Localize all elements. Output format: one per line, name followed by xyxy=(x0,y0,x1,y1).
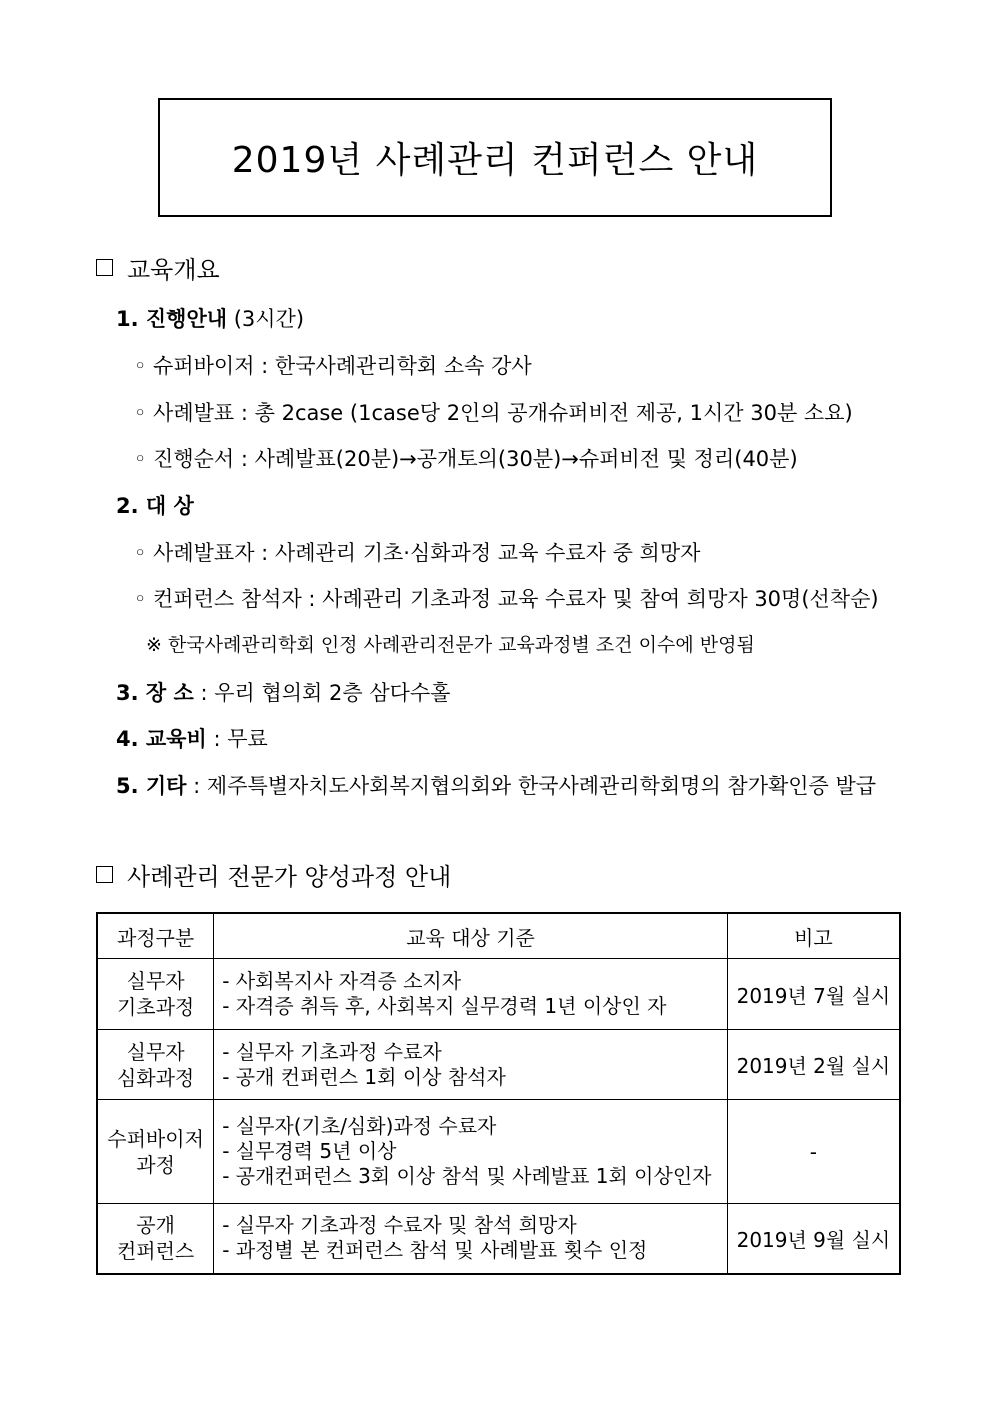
row-remark: 2019년 2월 실시 xyxy=(727,1030,900,1100)
bullet-presenters: ◦ 사례발표자 : 사례관리 기초·심화과정 교육 수료자 중 희망자 xyxy=(134,541,701,565)
item-2: 2. 대 상 xyxy=(116,494,194,518)
section-heading-overview: 교육개요 xyxy=(96,250,220,285)
square-bullet-icon xyxy=(96,866,113,883)
row-criteria: - 실무자(기초/심화)과정 수료자 - 실무경력 5년 이상 - 공개컨퍼런스 3회 이상 참석 및 사례발표 1회 이상인자 xyxy=(214,1100,728,1204)
table-row xyxy=(97,1030,900,1100)
reference-note: ※ 한국사례관리학회 인정 사례관리전문가 교육과정별 조건 이수에 반영됨 xyxy=(146,634,755,656)
row-category: 공개 컨퍼런스 xyxy=(97,1204,214,1274)
section-heading-program: 사례관리 전문가 양성과정 안내 xyxy=(96,857,451,892)
header-remarks: 비고 xyxy=(727,913,900,959)
program-table xyxy=(96,912,901,1275)
header-criteria: 교육 대상 기준 xyxy=(214,913,728,959)
table-header-row xyxy=(97,913,900,959)
page-title: 2019년 사례관리 컨퍼런스 안내 xyxy=(231,140,759,181)
bullet-supervisor: ◦ 슈퍼바이저 : 한국사례관리학회 소속 강사 xyxy=(134,354,532,378)
item-5: 5. 기타 : 제주특별자치도사회복지협의회와 한국사례관리학회명의 참가확인증 발급 xyxy=(116,774,877,798)
row-category: 실무자 기초과정 xyxy=(97,959,214,1030)
row-remark: 2019년 9월 실시 xyxy=(727,1204,900,1274)
table-row xyxy=(97,1204,900,1274)
row-criteria: - 실무자 기초과정 수료자 - 공개 컨퍼런스 1회 이상 참석자 xyxy=(214,1030,728,1100)
bullet-case-presentation: ◦ 사례발표 : 총 2case (1case당 2인의 공개슈퍼비전 제공, 1시간 30분 소요) xyxy=(134,401,853,425)
item-4: 4. 교육비 : 무료 xyxy=(116,727,268,751)
row-category: 실무자 심화과정 xyxy=(97,1030,214,1100)
row-category: 수퍼바이저 과정 xyxy=(97,1100,214,1204)
table-row xyxy=(97,959,900,1030)
row-criteria: - 사회복지사 자격증 소지자 - 자격증 취득 후, 사회복지 실무경력 1년 이상인 자 xyxy=(214,959,728,1030)
row-remark: - xyxy=(727,1100,900,1204)
header-category: 과정구분 xyxy=(97,913,214,959)
title-box xyxy=(158,98,832,217)
table-row xyxy=(97,1100,900,1204)
bullet-order: ◦ 진행순서 : 사례발표(20분)→공개토의(30분)→슈퍼비전 및 정리(40분) xyxy=(134,447,798,471)
item-3: 3. 장 소 : 우리 협의회 2층 삼다수홀 xyxy=(116,681,451,705)
row-criteria: - 실무자 기초과정 수료자 및 참석 희망자 - 과정별 본 컨퍼런스 참석 및 사례발표 횟수 인정 xyxy=(214,1204,728,1274)
row-remark: 2019년 7월 실시 xyxy=(727,959,900,1030)
bullet-attendees: ◦ 컨퍼런스 참석자 : 사례관리 기초과정 교육 수료자 및 참여 희망자 30명(선착순) xyxy=(134,587,879,611)
item-1: 1. 진행안내 (3시간) xyxy=(116,307,305,331)
square-bullet-icon xyxy=(96,259,113,276)
